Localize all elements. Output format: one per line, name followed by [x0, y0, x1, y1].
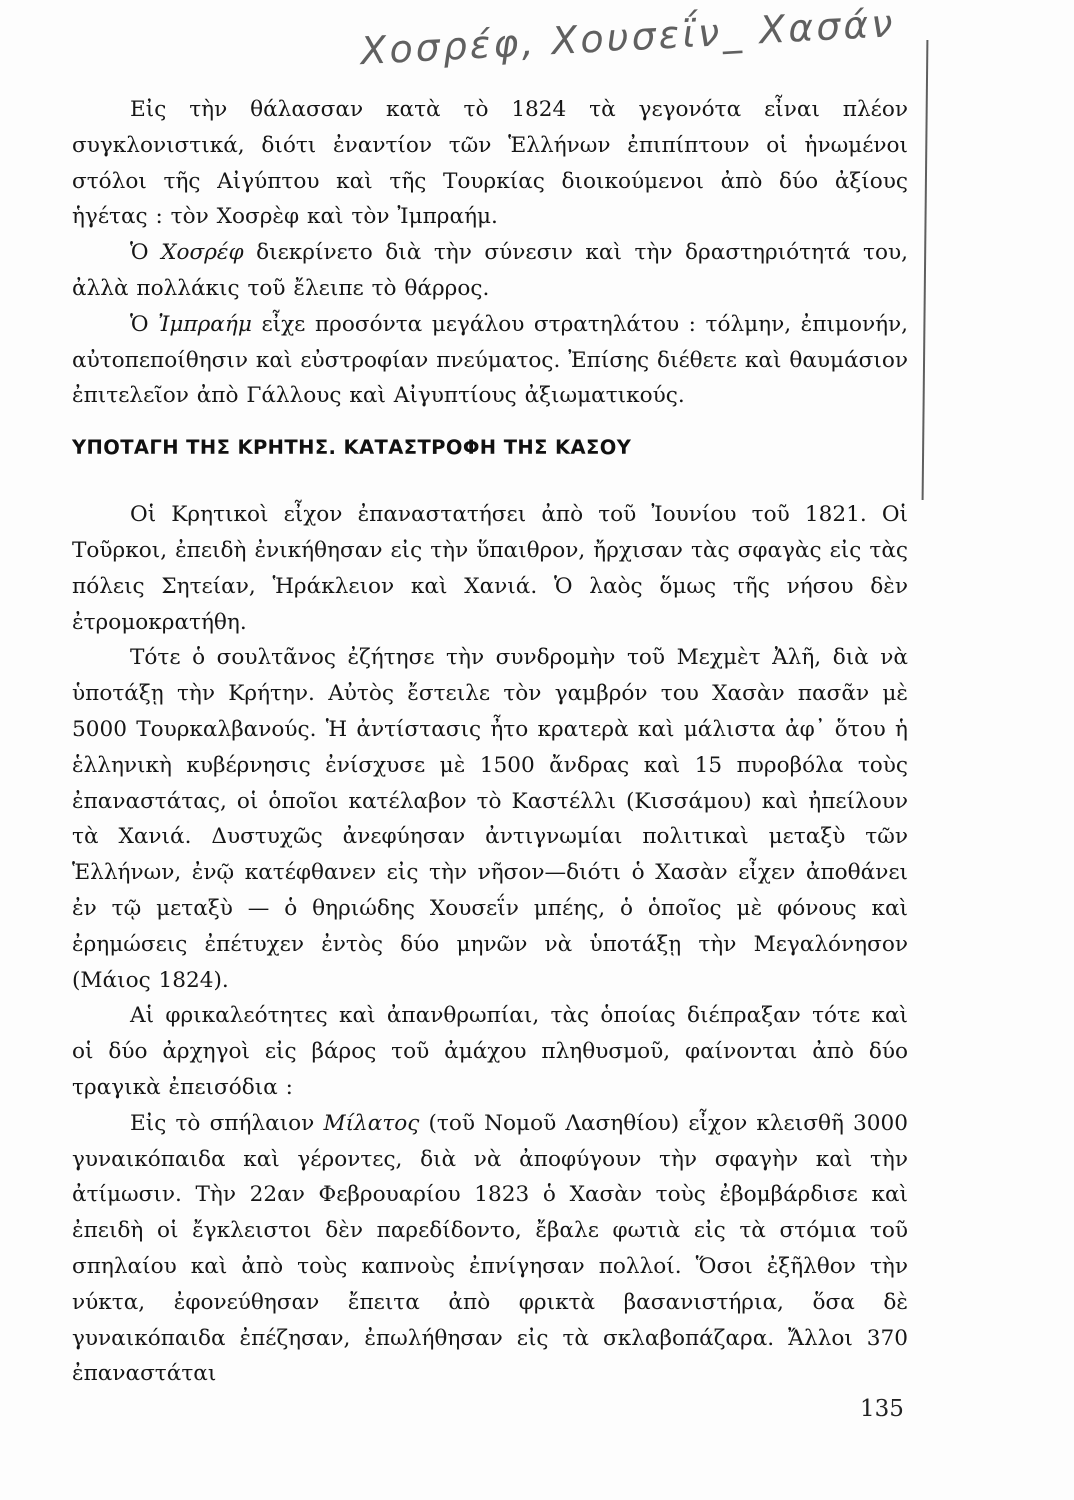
paragraph [72, 307, 908, 414]
handwritten-annotation: Χοσρέφ, Χουσεΐν_ Χασάν [359, 1, 897, 74]
paragraph [72, 235, 908, 307]
section-heading: ΥΠΟΤΑΓΗ ΤΗΣ ΚΡΗΤΗΣ. ΚΑΤΑΣΤΡΟΦΗ ΤΗΣ ΚΑΣΟΥ [72, 436, 632, 460]
paragraph [72, 1106, 908, 1392]
paragraph [72, 92, 908, 235]
italic-term: Ἰμπραήμ [158, 311, 252, 337]
italic-term: Χοσρέφ [161, 240, 244, 266]
paragraph-text: (τοῦ Νομοῦ Λασηθίου) εἶχον κλεισθῆ 3000 γυναικόπαιδα καὶ γέροντες, διὰ νὰ ἀποφύγουν τὴν σφαγὴν καὶ τὴν ἀτίμωσιν. Τὴν 22αν Φεβρουαρίου 1823 ὁ Χασὰν τοὺς ἐβομβάρδισε καὶ ἐπειδὴ οἱ ἔγκλειστοι δὲν παρεδίδοντο, ἔβαλε φωτιὰ εἰς τὰ στόμια τοῦ σπηλαίου καὶ ἀπὸ τοὺς καπνοὺς ἐπνίγησαν πολλοί. Ὅσοι ἐξῆλθον τὴν νύκτα, ἐφονεύθησαν ἔπειτα ἀπὸ φρικτὰ βασανιστήρια, ὅσα δὲ γυναικόπαιδα ἐπέζησαν, ἐπωλήθησαν εἰς τὰ σκλαβοπάζαρα. Ἄλλοι 370 ἐπαναστάται [72, 1110, 908, 1387]
paragraph-text: Οἱ Κρητικοὶ εἶχον ἐπαναστατήσει ἀπὸ τοῦ Ἰουνίου τοῦ 1821. Οἱ Τοῦρκοι, ἐπειδὴ ἐνικήθησαν εἰς τὴν ὕπαιθρον, ἤρχισαν τὰς σφαγὰς εἰς τὰς πόλεις Σητείαν, Ἡράκλειον καὶ Χανιά. Ὁ λαὸς ὅμως τῆς νήσου δὲν ἐτρομοκρατήθη. [72, 502, 908, 635]
paragraph [72, 640, 908, 998]
paragraph-text: Τότε ὁ σουλτᾶνος ἐζήτησε τὴν συνδρομὴν τοῦ Μεχμὲτ Ἀλῆ, διὰ νὰ ὑποτάξῃ τὴν Κρήτην. Αὐτὸς ἔστειλε τὸν γαμβρόν του Χασὰν πασᾶν μὲ 5000 Τουρκαλβανούς. Ἡ ἀντίστασις ἦτο κρατερὰ καὶ μάλιστα ἀφ᾽ ὅτου ἡ ἑλληνικὴ κυβέρνησις ἐνίσχυσε μὲ 1500 ἄνδρας καὶ 15 πυροβόλα τοὺς ἐπαναστάτας, οἱ ὁποῖοι κατέλαβον τὸ Καστέλλι (Κισσάμου) καὶ ἠπείλουν τὰ Χανιά. Δυστυχῶς ἀνεφύησαν ἀντιγνωμίαι πολιτικαὶ μεταξὺ τῶν Ἑλλήνων, ἐνῷ κατέφθανεν εἰς τὴν νῆσον—διότι ὁ Χασὰν εἶχεν ἀποθάνει ἐν τῷ μεταξὺ — ὁ θηριώδης Χουσεΐν μπέης, ὁ ὁποῖος μὲ φόνους καὶ ἐρημώσεις ἐπέτυχεν ἐντὸς δύο μηνῶν νὰ ὑποτάξῃ τὴν Μεγαλόνησον (Μάιος 1824). [72, 645, 908, 993]
paragraph-text: Εἰς τὸ σπήλαιον [130, 1110, 324, 1136]
paragraph [72, 998, 908, 1105]
section-paragraphs [72, 497, 908, 1392]
margin-pencil-line [922, 40, 929, 500]
paragraph-text: Εἰς τὴν θάλασσαν κατὰ τὸ 1824 τὰ γεγονότα εἶναι πλέον συγκλονιστικά, διότι ἐναντίον τῶν Ἑλλήνων ἐπιπίπτουν οἱ ἡνωμένοι στόλοι τῆς Αἰγύπτου καὶ τῆς Τουρκίας διοικούμενοι ἀπὸ δύο ἀξίους ἡγέτας : τὸν Χοσρὲφ καὶ τὸν Ἰμπραήμ. [72, 97, 908, 230]
paragraph-text: εἶχε προσόντα μεγάλου στρατηλάτου : τόλμην, ἐπιμονήν, αὐτοπεποίθησιν καὶ εὐστροφίαν πνεύματος. Ἐπίσης διέθετε καὶ θαυμάσιον ἐπιτελεῖον ἀπὸ Γάλλους καὶ Αἰγυπτίους ἀξιωματικούς. [72, 311, 908, 409]
paragraph-text: διεκρίνετο διὰ τὴν σύνεσιν καὶ τὴν δραστηριότητά του, ἀλλὰ πολλάκις τοῦ ἔλειπε τὸ θάρρος. [72, 240, 909, 301]
paragraph-text: Ὁ [130, 240, 162, 266]
page-body [72, 92, 908, 1392]
paragraph-text: Αἱ φρικαλεότητες καὶ ἀπανθρωπίαι, τὰς ὁποίας διέπραξαν τότε καὶ οἱ δύο ἀρχηγοὶ εἰς βάρος τοῦ ἀμάχου πληθυσμοῦ, φαίνονται ἀπὸ δύο τραγικὰ ἐπεισόδια : [72, 1003, 908, 1100]
italic-term: Μίλατος [323, 1110, 420, 1136]
intro-paragraphs [72, 92, 908, 414]
paragraph-text: Ὁ [130, 311, 159, 337]
paragraph [72, 497, 908, 640]
page-number: 135 [860, 1396, 904, 1422]
